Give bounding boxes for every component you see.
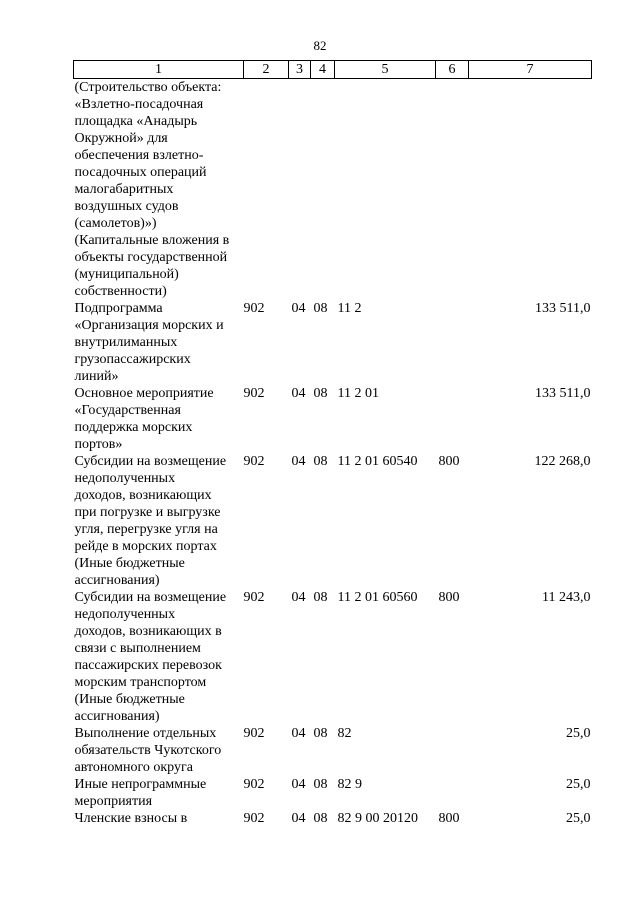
row-vr-cell bbox=[436, 776, 469, 810]
row-vr-cell bbox=[436, 725, 469, 776]
row-rz-cell: 04 bbox=[291, 811, 306, 826]
row-name-line: Членские взносы в bbox=[74, 811, 188, 826]
row-name-line: недополученных bbox=[74, 607, 176, 622]
row-gr-cell: 902 bbox=[243, 386, 265, 401]
row-sum-cell: 25,0 bbox=[566, 777, 591, 792]
row-name-cell bbox=[74, 453, 244, 589]
row-gr-cell: 902 bbox=[243, 301, 265, 316]
row-name-line: при погрузке и выгрузке bbox=[74, 505, 221, 520]
column-header-6: 6 bbox=[436, 61, 469, 79]
row-name-cell bbox=[74, 725, 244, 776]
row-sum-cell: 133 511,0 bbox=[535, 301, 591, 316]
row-name-line: поддержка морских bbox=[74, 420, 193, 435]
table-row bbox=[74, 776, 592, 810]
row-pr-cell: 08 bbox=[313, 386, 328, 401]
row-name-line: (Строительство объекта: bbox=[74, 80, 222, 95]
row-rz-cell: 04 bbox=[291, 386, 306, 401]
row-sum-cell: 122 268,0 bbox=[534, 454, 591, 469]
row-csr-cell: 11 2 01 60560 bbox=[337, 590, 418, 605]
row-name-cell bbox=[74, 79, 244, 301]
row-name-line: Субсидии на возмещение bbox=[74, 454, 227, 469]
row-rz-cell: 04 bbox=[291, 301, 306, 316]
row-pr-cell: 08 bbox=[313, 777, 328, 792]
table-row bbox=[74, 589, 592, 725]
row-sum-cell: 25,0 bbox=[566, 726, 591, 741]
row-name-cell bbox=[74, 810, 244, 827]
row-name-line: грузопассажирских bbox=[74, 352, 191, 367]
row-name-line: угля, перегрузке угля на bbox=[74, 522, 218, 537]
row-name-line: «Организация морских и bbox=[74, 318, 224, 333]
row-csr-cell bbox=[335, 79, 436, 301]
row-gr-cell: 902 bbox=[243, 777, 265, 792]
row-rz-cell: 04 bbox=[291, 726, 306, 741]
row-name-line: Основное мероприятие bbox=[74, 386, 214, 401]
row-name-line: ассигнования) bbox=[74, 573, 160, 588]
page-number: 82 bbox=[313, 38, 327, 53]
row-name-line: (Иные бюджетные bbox=[74, 692, 185, 707]
table-row bbox=[74, 810, 592, 827]
row-pr-cell: 08 bbox=[313, 590, 328, 605]
row-name-line: мероприятия bbox=[74, 794, 153, 809]
row-name-line: (самолетов)») bbox=[74, 216, 157, 231]
row-name-cell bbox=[74, 589, 244, 725]
row-name-line: «Взлетно-посадочная bbox=[74, 97, 204, 112]
column-header-7: 7 bbox=[469, 61, 592, 79]
row-name-line: доходов, возникающих в bbox=[74, 624, 222, 639]
table-row bbox=[74, 300, 592, 385]
column-header-1: 1 bbox=[74, 61, 244, 79]
row-gr-cell bbox=[244, 79, 289, 301]
row-gr-cell: 902 bbox=[243, 811, 265, 826]
row-gr-cell: 902 bbox=[243, 454, 265, 469]
row-name-line: автономного округа bbox=[74, 760, 193, 775]
row-csr-cell: 11 2 bbox=[337, 301, 362, 316]
row-name-cell bbox=[74, 776, 244, 810]
row-name-line: недополученных bbox=[74, 471, 176, 486]
row-name-line: Подпрограмма bbox=[74, 301, 163, 316]
table-row bbox=[74, 725, 592, 776]
table-header bbox=[74, 61, 592, 79]
row-rz-cell: 04 bbox=[291, 590, 306, 605]
row-vr-cell: 800 bbox=[438, 454, 460, 469]
row-vr-cell bbox=[436, 300, 469, 385]
table-row bbox=[74, 453, 592, 589]
row-name-line: портов» bbox=[74, 437, 123, 452]
row-name-line: (муниципальной) bbox=[74, 267, 179, 282]
row-name-line: ассигнования) bbox=[74, 709, 160, 724]
row-name-line: малогабаритных bbox=[74, 182, 174, 197]
row-vr-cell bbox=[436, 79, 469, 301]
row-csr-cell: 11 2 01 bbox=[337, 386, 379, 401]
row-vr-cell bbox=[436, 385, 469, 453]
row-pr-cell: 08 bbox=[313, 811, 328, 826]
row-csr-cell: 82 bbox=[337, 726, 352, 741]
column-header-3: 3 bbox=[289, 61, 311, 79]
budget-table bbox=[73, 60, 592, 827]
row-name-line: площадка «Анадырь bbox=[74, 114, 198, 129]
row-name-cell bbox=[74, 300, 244, 385]
row-gr-cell: 902 bbox=[243, 726, 265, 741]
row-pr-cell: 08 bbox=[313, 726, 328, 741]
column-header-5: 5 bbox=[335, 61, 436, 79]
row-name-line: Субсидии на возмещение bbox=[74, 590, 227, 605]
table-row bbox=[74, 79, 592, 301]
row-rz-cell: 04 bbox=[291, 777, 306, 792]
row-name-line: рейде в морских портах bbox=[74, 539, 217, 554]
row-name-line: воздушных судов bbox=[74, 199, 179, 214]
row-name-line: (Иные бюджетные bbox=[74, 556, 185, 571]
row-pr-cell: 08 bbox=[313, 454, 328, 469]
row-csr-cell: 11 2 01 60540 bbox=[337, 454, 418, 469]
row-rz-cell: 04 bbox=[291, 454, 306, 469]
row-name-line: Окружной» для bbox=[74, 131, 168, 146]
row-vr-cell: 800 bbox=[438, 590, 460, 605]
row-sum-cell: 25,0 bbox=[566, 811, 591, 826]
row-name-line: посадочных операций bbox=[74, 165, 207, 180]
row-csr-cell: 82 9 00 20120 bbox=[337, 811, 418, 826]
row-pr-cell bbox=[311, 79, 335, 301]
row-name-line: линий» bbox=[74, 369, 119, 384]
table-header-row bbox=[74, 61, 592, 79]
row-name-line: объекты государственной bbox=[74, 250, 228, 265]
row-vr-cell: 800 bbox=[438, 811, 460, 826]
row-name-line: внутрилиманных bbox=[74, 335, 178, 350]
row-name-line: связи с выполнением bbox=[74, 641, 201, 656]
row-name-line: морским транспортом bbox=[74, 675, 207, 690]
row-sum-cell bbox=[469, 79, 592, 301]
row-name-line: обеспечения взлетно- bbox=[74, 148, 204, 163]
row-rz-cell bbox=[289, 79, 311, 301]
row-pr-cell: 08 bbox=[313, 301, 328, 316]
row-csr-cell: 82 9 bbox=[337, 777, 362, 792]
table-body bbox=[74, 79, 592, 828]
row-name-line: обязательств Чукотского bbox=[74, 743, 222, 758]
row-gr-cell: 902 bbox=[243, 590, 265, 605]
row-name-line: Иные непрограммные bbox=[74, 777, 207, 792]
column-header-4: 4 bbox=[311, 61, 335, 79]
row-name-cell bbox=[74, 385, 244, 453]
row-name-line: (Капитальные вложения в bbox=[74, 233, 230, 248]
row-sum-cell: 11 243,0 bbox=[542, 590, 591, 605]
table-row bbox=[74, 385, 592, 453]
row-name-line: Выполнение отдельных bbox=[74, 726, 217, 741]
row-name-line: пассажирских перевозок bbox=[74, 658, 222, 673]
row-sum-cell: 133 511,0 bbox=[535, 386, 591, 401]
row-name-line: доходов, возникающих bbox=[74, 488, 212, 503]
row-name-line: «Государственная bbox=[74, 403, 181, 418]
row-name-line: собственности) bbox=[74, 284, 167, 299]
column-header-2: 2 bbox=[244, 61, 289, 79]
